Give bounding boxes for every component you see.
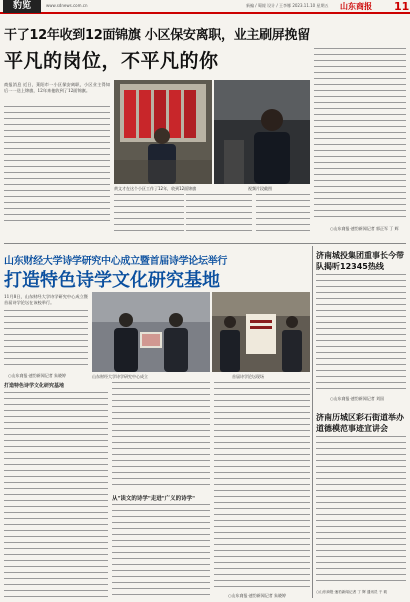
story2-body-col5 — [214, 382, 310, 592]
story2-credit-2: ○山东商报·速豹新闻记者 朱晓婷 — [228, 593, 287, 598]
story1-body-col2 — [114, 194, 184, 236]
story1-kicker-headline: 干了12年收到12面锦旗 小区保安离职，业主刷屏挽留 — [4, 28, 310, 43]
paper-name: 山东商报 — [340, 2, 372, 11]
video-frame-image — [214, 80, 310, 184]
story1-photo-2-caption: 视频片段截图 — [248, 186, 272, 191]
sidebar-story1-heading: 济南城投集团重事长今带队揭听12345热线 — [316, 251, 404, 271]
story2-kicker-headline: 山东财经大学诗学研究中心成立暨首届诗学论坛举行 — [4, 256, 228, 267]
story1-lead: 商报消息 近日，莱阳市一小区保安离职，小区业主得知后一一送上锦旗，12年来他收到了12面锦旗。 — [4, 82, 110, 93]
sidebar-story1-credit: ○山东商报·速豹新闻记者 刘国 — [330, 396, 385, 401]
story2-body-col4 — [112, 504, 210, 598]
story1-credit: ○山东商报·速豹新闻记者 郭正军 丁 辉 — [330, 226, 399, 231]
story1-body-col1 — [4, 106, 110, 226]
site-url[interactable]: www.sdnews.com.cn — [46, 3, 88, 8]
story2-body-col2 — [4, 392, 108, 598]
sidebar-story1-body — [316, 274, 406, 394]
story1-body-col5 — [314, 48, 406, 222]
sidebar-story2-body — [316, 436, 406, 586]
divider — [4, 243, 406, 244]
story2-main-headline: 打造特色诗学文化研究基地 — [4, 270, 220, 291]
story1-photo-1 — [114, 80, 212, 184]
story2-body-col1 — [4, 310, 88, 370]
story2-lead: 11月8日，山东财经大学诗学研究中心成立暨首届诗学论坛在该校举行。 — [4, 294, 88, 305]
story1-photo-1-caption: 黄文才在这个小区工作了12年，收到12面锦旗 — [114, 186, 197, 191]
ceremony-image — [92, 292, 210, 372]
story2-credit: ○山东商报·速豹新闻记者 朱晓婷 — [8, 373, 67, 378]
page-number: 11 — [394, 0, 410, 13]
story1-body-col3 — [186, 194, 252, 236]
story1-body-col4 — [256, 194, 310, 236]
story1-photo-2 — [214, 80, 310, 184]
story2-midheading: 从"读文的诗学"走进"广义的诗学" — [112, 496, 195, 502]
story2-body-col3 — [112, 382, 210, 490]
sidebar-story2-heading: 济南历城区彩石街道举办道德模范事迹宣讲会 — [316, 413, 404, 433]
edition-meta: 新編 / 蜀報 设计 / 王李娜 2023.11.10 星期五 — [246, 3, 329, 8]
plaque-image — [212, 292, 310, 372]
story2-photo-1-caption: 山东财经大学诗学研究中心成立 — [92, 374, 148, 379]
page-header — [0, 0, 410, 14]
sidebar-story2-credit: ○山东商报·速豹新闻记者 丁 辉 通讯员 于 莉 — [316, 590, 388, 594]
sidebar-divider — [312, 246, 313, 598]
story2-photo-1 — [92, 292, 210, 372]
story2-photo-2 — [212, 292, 310, 372]
guard-with-banners-image — [114, 80, 212, 184]
story2-subheading: 打造特色诗学文化研究基地 — [4, 383, 65, 389]
story1-main-headline: 平凡的岗位，不平凡的你 — [4, 50, 219, 72]
section-tag: 豹览 — [3, 0, 41, 13]
story2-photo-2-caption: 首届诗学论坛现场 — [232, 374, 264, 379]
